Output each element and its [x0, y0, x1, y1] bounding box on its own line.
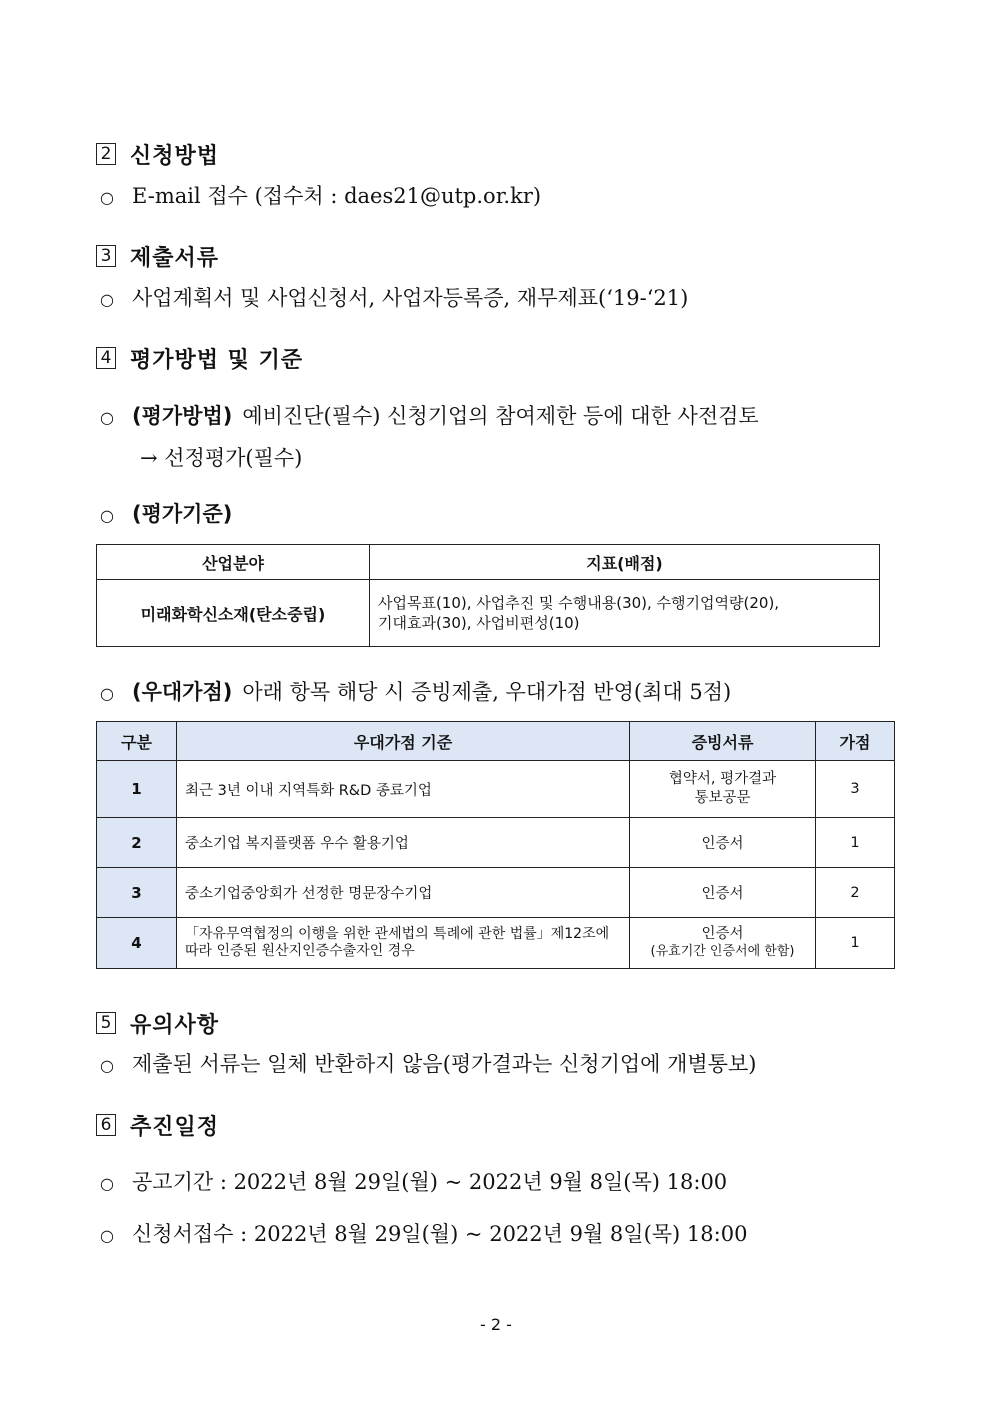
- list-item: [100, 676, 731, 706]
- column-header: 지표(배점): [370, 545, 880, 580]
- row-criteria: 최근 3년 이내 지역특화 R&D 종료기업: [177, 761, 630, 818]
- eval-method-text: 예비진단(필수) 신청기업의 참여제한 등에 대한 사전검토: [242, 404, 759, 428]
- section-number: 4: [96, 347, 116, 369]
- row-points: 2: [816, 868, 895, 918]
- section-number: 3: [96, 245, 116, 267]
- list-item: [100, 1048, 756, 1078]
- row-points: 3: [816, 761, 895, 818]
- row-number: 2: [97, 818, 177, 868]
- row-documents: [630, 918, 816, 969]
- doc-line: (유효기간 인증서에 한함): [650, 944, 795, 959]
- bullet-circle-icon: ○: [100, 188, 114, 207]
- section-heading-schedule: [96, 1109, 219, 1141]
- column-header: 증빙서류: [630, 722, 816, 761]
- bonus-label: (우대가점): [132, 680, 233, 704]
- row-number: 3: [97, 868, 177, 918]
- bullet-circle-icon: ○: [100, 1226, 114, 1245]
- table-row: [97, 818, 895, 868]
- table-cell-indicators: [370, 580, 880, 647]
- bullet-circle-icon: ○: [100, 1056, 114, 1075]
- schedule-application: 신청서접수 : 2022년 8월 29일(월) ~ 2022년 9월 8일(목) 18:00: [132, 1222, 748, 1246]
- bullet-circle-icon: ○: [100, 408, 114, 427]
- column-header: 가점: [816, 722, 895, 761]
- eval-method-label: (평가방법): [132, 404, 233, 428]
- list-item-continuation: [140, 442, 302, 472]
- table-row: [97, 868, 895, 918]
- column-header: 우대가점 기준: [177, 722, 630, 761]
- bonus-text: 아래 항목 해당 시 증빙제출, 우대가점 반영(최대 5점): [242, 680, 732, 704]
- row-documents: [630, 761, 816, 818]
- bonus-table: [96, 721, 895, 969]
- list-item: [100, 1218, 747, 1248]
- documents-text: 사업계획서 및 사업신청서, 사업자등록증, 재무제표(‘19-‘21): [132, 286, 689, 310]
- bullet-circle-icon: ○: [100, 506, 114, 525]
- list-item: [100, 1166, 727, 1196]
- doc-line: 통보공문: [694, 790, 751, 806]
- schedule-announcement: 공고기간 : 2022년 8월 29일(월) ~ 2022년 9월 8일(목) 18:00: [132, 1170, 728, 1194]
- notice-text: 제출된 서류는 일체 반환하지 않음(평가결과는 신청기업에 개별통보): [132, 1052, 757, 1076]
- section-title: 유의사항: [130, 1012, 220, 1038]
- row-criteria: 중소기업 복지플랫폼 우수 활용기업: [177, 818, 630, 868]
- section-number: 2: [96, 143, 116, 165]
- section-title: 신청방법: [130, 143, 220, 169]
- list-item: [100, 498, 242, 528]
- section-title: 평가방법 및 기준: [130, 347, 304, 373]
- section-heading-documents: [96, 240, 219, 272]
- page-number: - 2 -: [480, 1315, 512, 1334]
- row-number: 4: [97, 918, 177, 969]
- eval-criteria-label: (평가기준): [132, 502, 233, 526]
- row-points: 1: [816, 918, 895, 969]
- indicator-line: 사업목표(10), 사업추진 및 수행내용(30), 수행기업역량(20),: [378, 594, 780, 612]
- list-item: [100, 180, 541, 210]
- column-header: 산업분야: [97, 545, 370, 580]
- table-cell-field: 미래화학신소재(탄소중립): [97, 580, 370, 647]
- section-number: 6: [96, 1114, 116, 1136]
- doc-line: 인증서: [701, 926, 744, 942]
- table-row: [97, 918, 895, 969]
- row-documents: 인증서: [630, 818, 816, 868]
- criteria-table: [96, 544, 880, 647]
- apply-method-text: E-mail 접수 (접수처 : daes21@utp.or.kr): [132, 184, 542, 208]
- table-row: [97, 761, 895, 818]
- indicator-line: 기대효과(30), 사업비편성(10): [378, 614, 580, 632]
- table-header-row: [97, 722, 895, 761]
- list-item: [100, 282, 688, 312]
- column-header: 구분: [97, 722, 177, 761]
- section-heading-notice: [96, 1007, 219, 1039]
- row-documents: 인증서: [630, 868, 816, 918]
- row-criteria: 중소기업중앙회가 선정한 명문장수기업: [177, 868, 630, 918]
- section-heading-apply-method: [96, 138, 219, 170]
- row-criteria: 「자유무역협정의 이행을 위한 관세법의 특례에 관한 법률」제12조에 따라 인증된 원산지인증수출자인 경우: [177, 918, 630, 969]
- bullet-circle-icon: ○: [100, 1174, 114, 1193]
- row-points: 1: [816, 818, 895, 868]
- table-header-row: [97, 545, 880, 580]
- section-number: 5: [96, 1012, 116, 1034]
- bullet-circle-icon: ○: [100, 684, 114, 703]
- table-row: [97, 580, 880, 647]
- doc-line: 협약서, 평가결과: [668, 771, 777, 787]
- section-heading-evaluation: [96, 342, 303, 374]
- row-number: 1: [97, 761, 177, 818]
- list-item: [100, 400, 759, 430]
- bullet-circle-icon: ○: [100, 290, 114, 309]
- section-title: 추진일정: [130, 1114, 220, 1140]
- section-title: 제출서류: [130, 245, 220, 271]
- eval-method-continuation: → 선정평가(필수): [140, 446, 303, 470]
